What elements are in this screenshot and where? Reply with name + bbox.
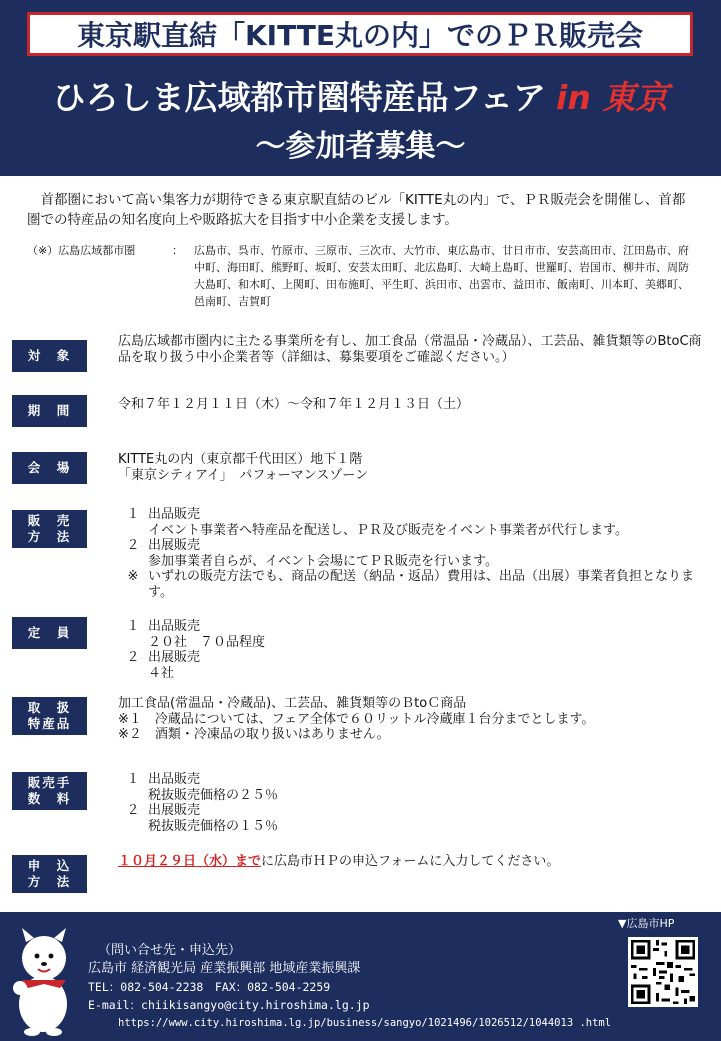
label-method-text2: 方 法 xyxy=(27,529,72,544)
label-products-text2: 特産品 xyxy=(27,716,72,731)
label-fee-text2: 数 料 xyxy=(27,791,72,806)
label-period-text: 期 間 xyxy=(27,403,72,418)
fee-num-2: ２ xyxy=(126,803,140,818)
header-banner xyxy=(0,0,721,176)
method-title-2: 出展販売 xyxy=(148,538,201,553)
apply-deadline: １０月２９日（水）まで xyxy=(118,854,262,869)
intro xyxy=(27,190,697,230)
content-target xyxy=(118,334,703,365)
fee-num-1: １ xyxy=(126,772,140,787)
contact-tel-fax: TEL：082-504-2238 FAX：082-504-2259 xyxy=(88,980,331,994)
method-note-text: いずれの販売方法でも、商品の配送（納品・返品）費用は、出品（出展）事業者負担となります。 xyxy=(148,569,695,600)
contact-email[interactable]: E-mail：chiikisangyo@city.hiroshima.lg.jp xyxy=(88,998,370,1012)
qr-code-icon[interactable] xyxy=(628,937,698,1007)
area-note-colon: ： xyxy=(172,244,183,257)
intro-text: 首都圏において高い集客力が期待できる東京駅直結のビル「KITTE丸の内」で、ＰＲ販売会を開催し、首都圏での特産品の知名度向上や販路拡大を目指す中小企業を支援します。 xyxy=(27,192,686,228)
contact-info xyxy=(88,942,611,1032)
content-period xyxy=(118,397,703,413)
area-note-label: （※）広島広域都市圏 xyxy=(27,244,136,257)
label-target-text: 対 象 xyxy=(27,348,72,363)
label-method xyxy=(12,510,87,548)
capacity-title-1: 出品販売 xyxy=(148,619,201,634)
method-note-mark: ※ xyxy=(127,569,139,584)
period-text: 令和７年１２月１１日（木）～令和７年１２月１３日（土） xyxy=(118,397,470,412)
contact-dept: 広島市 経済観光局 産業振興部 地域産業振興課 xyxy=(88,961,361,976)
label-apply-text1: 申 込 xyxy=(27,858,72,873)
footer-contact-panel xyxy=(0,912,721,1041)
header-title xyxy=(0,65,721,125)
label-target xyxy=(12,340,87,372)
content-products xyxy=(118,696,703,743)
header-title-accent: in 東京 xyxy=(556,77,669,117)
fee-item-2 xyxy=(118,803,703,819)
label-fee-text1: 販売手 xyxy=(27,775,72,790)
contact-url[interactable]: https://www.city.hiroshima.lg.jp/business/sangyo/1021496/1026512/1044013 .html xyxy=(118,1017,612,1029)
fee-desc-1: 税抜販売価格の２５％ xyxy=(148,787,279,803)
venue-line1: KITTE丸の内（東京都千代田区）地下１階 xyxy=(118,452,363,467)
method-num-1: １ xyxy=(126,507,140,522)
capacity-title-2: 出展販売 xyxy=(148,650,201,665)
mascot-dog-icon xyxy=(8,924,78,1036)
label-period xyxy=(12,395,87,427)
fee-title-1: 出品販売 xyxy=(148,772,201,787)
content-method xyxy=(118,507,703,600)
header-title-main: ひろしま広域都市圏特産品フェア xyxy=(52,77,547,117)
fee-desc-2: 税抜販売価格の１５％ xyxy=(148,818,279,834)
products-line1: 加工食品(常温品・冷蔵品)、工芸品、雑貨類等のＢtoＣ商品 xyxy=(118,696,467,711)
contact-heading: （問い合せ先・申込先） xyxy=(98,943,242,958)
products-line2: ※１ 冷蔵品については、フェア全体で６０リットル冷蔵庫１台分までとします。 xyxy=(118,711,595,727)
method-desc-2: 参加事業者自らが、イベント会場にてＰＲ販売を行います。 xyxy=(148,553,498,569)
area-note-list: 広島市、呉市、竹原市、三原市、三次市、大竹市、東広島市、廿日市市、安芸高田市、江田島市、府中町、海田町、熊野町、坂町、安芸太田町、北広島町、大崎上島町、世羅町、岩国市、柳井市、周防大島町、和木町、上関町、田布施町、平生町、浜田市、出雲市、益田市、飯南町、川本町、美郷町、邑南町、吉賀町 xyxy=(194,244,689,308)
capacity-item-1 xyxy=(118,619,703,635)
fee-title-2: 出展販売 xyxy=(148,803,201,818)
label-apply-text2: 方 法 xyxy=(27,874,72,889)
venue-line2: 「東京シティアイ」 パフォーマンスゾーン xyxy=(118,467,368,483)
fee-item-1 xyxy=(118,772,703,788)
capacity-num-2: ２ xyxy=(126,650,140,665)
label-capacity xyxy=(12,617,87,649)
content-venue xyxy=(118,452,703,483)
label-capacity-text: 定 員 xyxy=(27,625,72,640)
label-venue xyxy=(12,452,87,484)
method-note xyxy=(118,569,703,600)
content-apply xyxy=(118,854,703,870)
method-item-2 xyxy=(118,538,703,554)
capacity-desc-1: ２０社 ７０品程度 xyxy=(148,634,266,650)
qr-label: ▼広島市HP xyxy=(618,917,675,930)
label-products-text1: 取 扱 xyxy=(27,700,72,715)
capacity-desc-2: ４社 xyxy=(148,665,175,681)
header-subtitle: 東京駅直結「KITTE丸の内」でのＰＲ販売会 xyxy=(76,19,644,52)
method-num-2: ２ xyxy=(126,538,140,553)
label-products xyxy=(12,697,87,735)
label-apply xyxy=(12,855,87,893)
capacity-item-2 xyxy=(118,650,703,666)
header-subtitle-box xyxy=(27,12,693,56)
area-note xyxy=(27,242,697,310)
label-fee xyxy=(12,772,87,810)
label-venue-text: 会 場 xyxy=(27,460,72,475)
apply-text: に広島市ＨＰの申込フォームに入力してください。 xyxy=(261,854,560,869)
label-method-text1: 販 売 xyxy=(27,513,72,528)
products-line3: ※２ 酒類・冷凍品の取り扱いはありません。 xyxy=(118,727,390,742)
method-item-1 xyxy=(118,507,703,523)
method-desc-1: イベント事業者へ特産品を配送し、ＰＲ及び販売をイベント事業者が代行します。 xyxy=(148,522,628,538)
content-fee xyxy=(118,772,703,834)
header-recruit: ～参加者募集～ xyxy=(255,129,466,164)
target-text: 広島広域都市圏内に主たる事業所を有し、加工食品（常温品・冷蔵品）、工芸品、雑貨類等のBtoC商品を取り扱う中小企業者等（詳細は、募集要項をご確認ください。） xyxy=(118,334,702,365)
method-title-1: 出品販売 xyxy=(148,507,201,522)
content-capacity xyxy=(118,619,703,681)
capacity-num-1: １ xyxy=(126,619,140,634)
